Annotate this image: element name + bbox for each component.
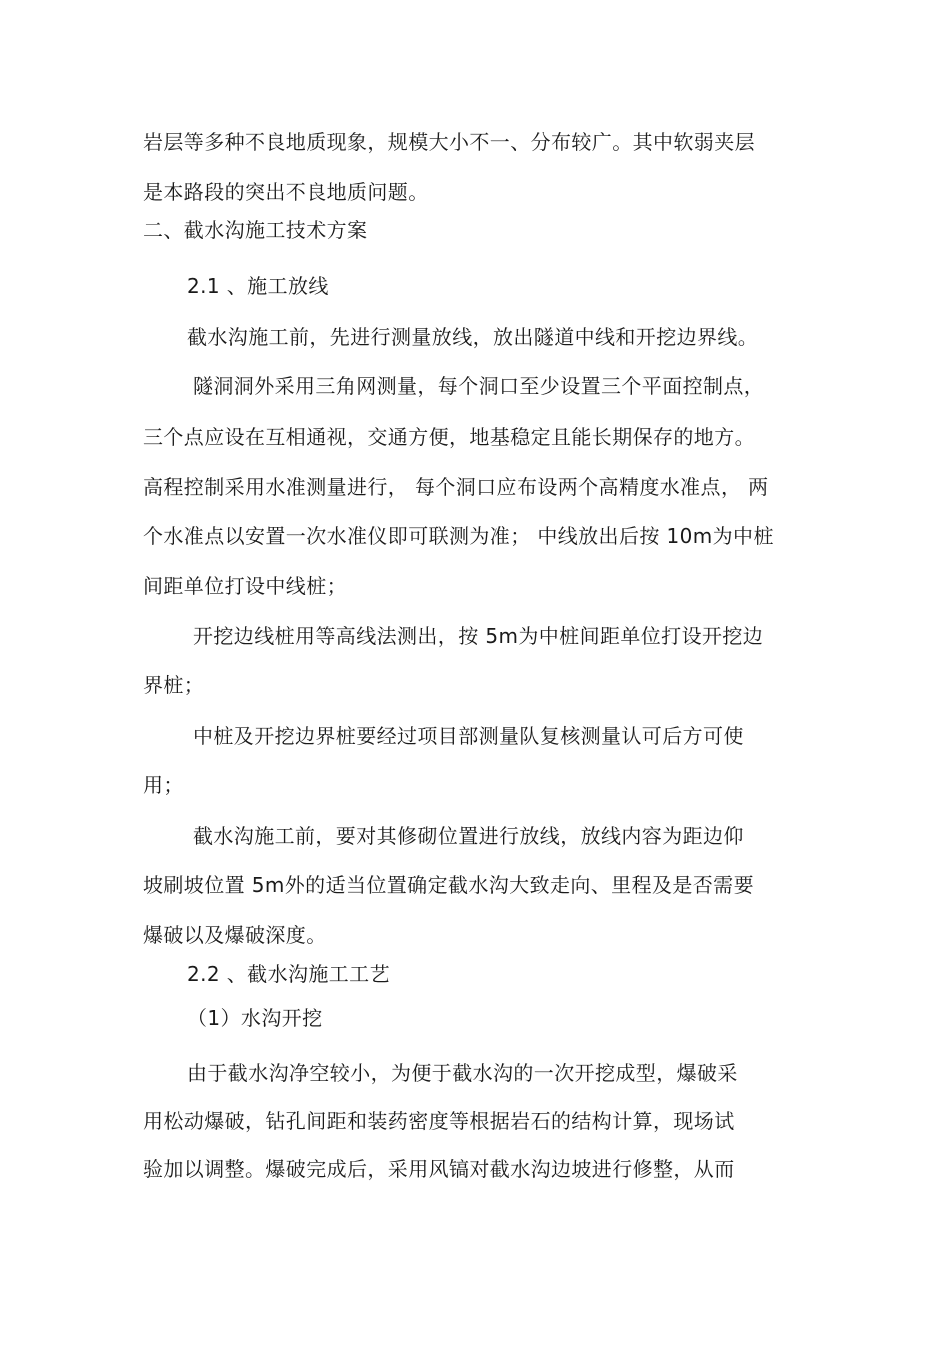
paragraph-line: 间距单位打设中线桩； bbox=[143, 574, 347, 598]
section-heading: 二、截水沟施工技术方案 bbox=[143, 218, 368, 242]
paragraph-line: 开挖边线桩用等高线法测出，按 5m为中桩间距单位打设开挖边 bbox=[193, 624, 764, 648]
paragraph-line: 验加以调整。爆破完成后，采用风镐对截水沟边坡进行修整，从而 bbox=[143, 1157, 735, 1181]
paragraph-line: 隧洞洞外采用三角网测量，每个洞口至少设置三个平面控制点， bbox=[193, 374, 765, 398]
paragraph-line: 爆破以及爆破深度。 bbox=[143, 923, 327, 947]
paragraph-line: 截水沟施工前，先进行测量放线，放出隧道中线和开挖边界线。 bbox=[187, 325, 759, 349]
paragraph-line: 截水沟施工前，要对其修砌位置进行放线，放线内容为距边仰 bbox=[193, 824, 744, 848]
subsection-heading: 2.2 、截水沟施工工艺 bbox=[187, 962, 390, 986]
subsection-heading: 2.1 、施工放线 bbox=[187, 274, 329, 298]
paragraph-line: 用松动爆破，钻孔间距和装药密度等根据岩石的结构计算，现场试 bbox=[143, 1109, 735, 1133]
paragraph-line: 由于截水沟净空较小，为便于截水沟的一次开挖成型，爆破采 bbox=[187, 1061, 738, 1085]
paragraph-line: 三个点应设在互相通视，交通方便，地基稳定且能长期保存的地方。 bbox=[143, 425, 755, 449]
paragraph-line: 岩层等多种不良地质现象，规模大小不一、分布较广。其中软弱夹层 bbox=[143, 130, 755, 154]
paragraph-line: 坡刷坡位置 5m外的适当位置确定截水沟大致走向、里程及是否需要 bbox=[143, 873, 754, 897]
paragraph-line: 中桩及开挖边界桩要经过项目部测量队复核测量认可后方可使 bbox=[193, 724, 744, 748]
paragraph-line: 用； bbox=[143, 773, 184, 797]
paragraph-line: 是本路段的突出不良地质问题。 bbox=[143, 180, 429, 204]
item-heading: （1）水沟开挖 bbox=[187, 1006, 323, 1030]
paragraph-line: 界桩； bbox=[143, 673, 205, 697]
paragraph-line: 高程控制采用水准测量进行， 每个洞口应布设两个高精度水准点， 两 bbox=[143, 475, 769, 499]
paragraph-line: 个水准点以安置一次水准仪即可联测为准； 中线放出后按 10m为中桩 bbox=[143, 524, 774, 548]
